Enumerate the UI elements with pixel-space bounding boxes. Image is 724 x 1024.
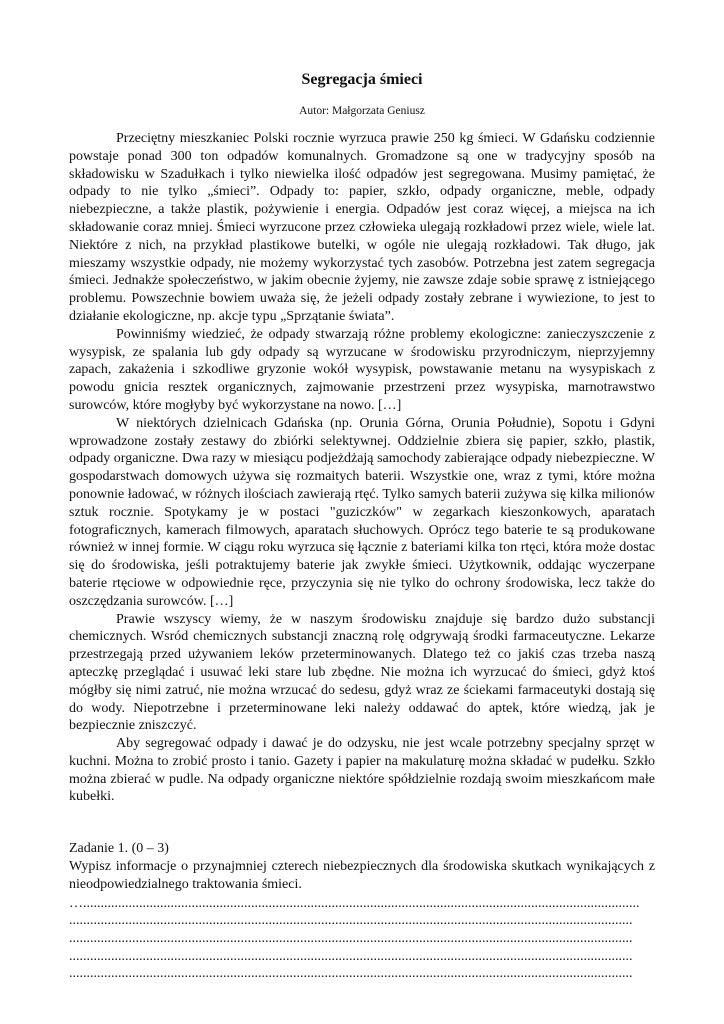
task-title: Zadanie 1. (0 – 3) xyxy=(69,841,169,857)
document-author: Autor: Małgorzata Geniusz xyxy=(299,105,425,117)
paragraph: Przeciętny mieszkaniec Polski rocznie wyrzuca prawie 250 kg śmieci. W Gdańsku codziennie powstaje ponad 300 ton odpadów komunalnych. Gromadzone są one w tradycyjny sposób na składowisku w Szadułkach i tylko niewielka ilość odpadów jest segregowana. Musimy pamiętać, że odpady to nie tylko „śmieci”. Odpady to: papier, szkło, odpady organiczne, meble, odpady niebezpieczne, a także plastik, pożywienie i energia. Odpadów jest coraz więcej, a miejsca na ich składowanie coraz mniej. Śmieci wyrzucone przez człowieka ulegają rozkładowi przez wiele, wiele lat. Niektóre z nich, na przykład plastikowe butelki, w ogóle nie ulegają rozkładowi. Tak długo, jak mieszamy wszystkie odpady, nie możemy wykorzystać tych zasobów. Potrzebna jest zatem segregacja śmieci. Jednakże społeczeństwo, w jakim obecnie żyjemy, nie zawsze zdaje sobie sprawę z istniejącego problemu. Powszechnie bowiem uważa się, że jeżeli odpady zostały zebrane i wywiezione, to jest to działanie ekologiczne, np. akcje typu „Sprzątanie świata”. xyxy=(69,131,655,324)
paragraph: Prawie wszyscy wiemy, że w naszym środowisku znajduje się bardzo dużo substancji chemicznych. Wsród chemicznych substancji znaczną rolę odgrywają środki farmaceutyczne. Lekarze przestrzegają przed używaniem leków przeterminowanych. Dlatego też co jakiś czas trzeba naszą apteczkę przeglądać i usuwać leki stare lub zbędne. Nie można ich wyrzucać do śmieci, gdyż ktoś mógłby się nimi zatruć, nie można wrzucać do sedesu, gdyż wraz ze ściekami farmaceutyki dostają się do wody. Niepotrzebne i przeterminowane leki należy oddawać do aptek, które wiedzą, jak je bezpiecznie zniszczyć. xyxy=(69,611,655,734)
answer-line[interactable]: ................................................................................................................................................................. xyxy=(69,913,633,929)
document-body xyxy=(69,130,655,806)
answer-line[interactable]: ................................................................................................................................................................. xyxy=(69,931,633,947)
answer-lines xyxy=(69,895,655,983)
paragraph: Powinniśmy wiedzieć, że odpady stwarzają różne problemy ekologiczne: zanieczyszczenie z wysypisk, ze spalania lub gdy odpady są wyrzucane w środowisku przyrodniczym, nieprzyjemny zapach, zakażenia i szkodliwe gryzonie wokół wysypisk, powstawanie metanu na wysypiskach z powodu gnicia resztek organicznych, zajmowanie przestrzeni przez wysypiska, marnotrawstwo surowców, które mogłyby być wykorzystane na nowo. […] xyxy=(69,326,655,413)
answer-line[interactable]: ................................................................................................................................................................. xyxy=(69,966,633,982)
document-title: Segregacja śmieci xyxy=(301,71,423,88)
task-instruction: Wypisz informacje o przynajmniej czterech niebezpiecznych dla środowiska skutkach wynikających z nieodpowiedzialnego traktowania śmieci. xyxy=(69,859,655,893)
paragraph: W niektórych dzielnicach Gdańska (np. Orunia Górna, Orunia Południe), Sopotu i Gdyni wprowadzone zostały zestawy do zbiórki selektywnej. Oddzielnie zbiera się papier, szkło, plastik, odpady organiczne. Dwa razy w miesiącu podjeżdżają samochody zabierające odpady niebezpieczne. W gospodarstwach domowych używa się rozmaitych baterii. Wszystkie one, wraz z tymi, które można ponownie ładować, w różnych ilościach zawierają rtęć. Tylko samych baterii zużywa się kilka milionów sztuk rocznie. Spotykamy je w postaci "guziczków" w zegarkach kieszonkowych, aparatach fotograficznych, kamerach filmowych, aparatach słuchowych. Oprócz tego baterie te są produkowane również w innej formie. W ciągu roku wyrzuca się łącznie z bateriami kilka ton rtęci, która może dostac się do środowiska, jeśli potraktujemy baterie jak zwykłe śmieci. Użytkownik, oddając wyczerpane baterie rtęciowe w odpowiednie ręce, przyczynia się nie tylko do ochrony środowiska, lecz także do oszczędzania surowców. […] xyxy=(69,415,655,609)
document-page xyxy=(69,0,655,983)
paragraph: Aby segregować odpady i dawać je do odzysku, nie jest wcale potrzebny specjalny sprzęt w kuchni. Można to zrobić prosto i tanio. Gazety i papier na makulaturę można składać w pudełku. Szkło można zbierać w pudle. Na odpady organiczne niektóre spółdzielnie rozdają swoim mieszkańcom małe kubełki. xyxy=(69,736,655,805)
answer-line[interactable]: ................................................................................................................................................................. xyxy=(69,948,633,964)
answer-line[interactable]: …............................................................................................................................................................... xyxy=(69,895,640,911)
task-section xyxy=(69,840,655,983)
